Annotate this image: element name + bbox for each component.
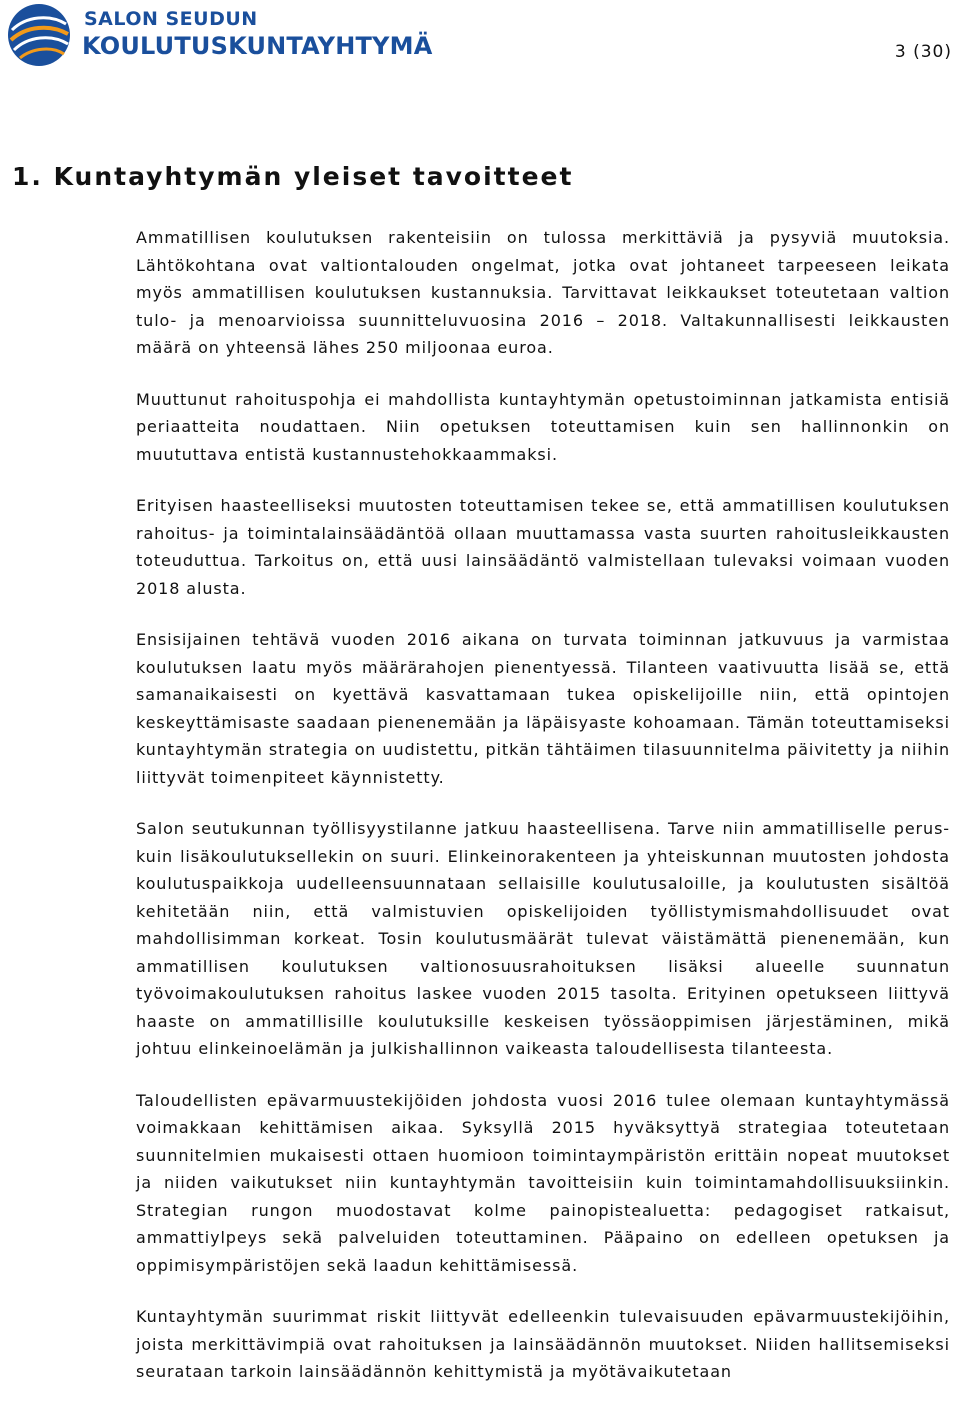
paragraph: Taloudellisten epävarmuustekijöiden johdosta vuosi 2016 tulee olemaan kuntayhtymässä voimakkaan kehittämisen aikaa. Syksyllä 2015 hyväksyttyä strategiaa toteutetaan suunnitelmien mukaisesti ottaen huomioon toimintaympäristön erittäin nopeat muutokset ja niiden vaikutukset niin kuntayhtymän tavoitteisiin kuin toimintamahdollisuuksiinkin. Strategian rungon muodostavat kolme painopistealuetta: pedagogiset ratkaisut, ammattiylpeys sekä palveluiden toteuttaminen. Pääpaino on edelleen opetuksen ja oppimisympäristöjen sekä laadun kehittämisessä. <box>136 1090 950 1275</box>
paragraph: Muuttunut rahoituspohja ei mahdollista kuntayhtymän opetustoiminnan jatkamista entisiä periaatteita noudattaen. Niin opetuksen toteuttamisen kuin sen hallinnonkin on muututtava entistä kustannustehokkaammaksi. <box>136 389 950 464</box>
paragraph: Ammatillisen koulutuksen rakenteisiin on tulossa merkittäviä ja pysyviä muutoksia. Lähtökohtana ovat valtiontalouden ongelmat, jotka ovat johtaneet tarpeeseen leikata myös ammatillisen koulutuksen kustannuksia. Tarvittavat leikkaukset toteutetaan valtion tulo- ja menoarvioissa suunnitteluvuosina 2016 – 2018. Valtakunnallisesti leikkausten määrä on yhteensä lähes 250 miljoonaa euroa. <box>136 228 950 357</box>
paragraph: Ensisijainen tehtävä vuoden 2016 aikana on turvata toiminnan jatkuvuus ja varmistaa koulutuksen laatu myös määrärahojen pienentyessä. Tilanteen vaativuutta lisää se, että samanaikaisesti on kyettävä kasvattamaan tukea opiskelijoille niin, että opintojen keskeyttämisaste saadaan pienenemään ja läpäisyaste kohoamaan. Tämän toteuttamiseksi kuntayhtymän strategia on uudistettu, pitkän tähtäimen tilasuunnitelma päivitetty ja niihin liittyvät toimenpiteet käynnistetty. <box>136 630 950 787</box>
paragraph: Salon seutukunnan työllisyystilanne jatkuu haasteellisena. Tarve niin ammatilliselle perus- kuin lisäkoulutuksellekin on suuri. Elinkeinorakenteen ja yhteiskunnan muutosten johdosta koulutuspaikkoja uudelleensuunnataan sellaisille koulutusaloille, ja koulutusten sisältöä kehitetään niin, että valmistuvien opiskelijoiden työllistymismahdollisuudet ovat mahdollisimman korkeat. Tosin koulutusmäärät tulevat väistämättä pienenemään, kun ammatillisen koulutuksen valtionosuusrahoituksen lisäksi alueelle suunnatun työvoimakoulutuksen rahoitus laskee vuoden 2015 tasolta. Erityinen opetukseen liittyvä haaste on ammatillisille koulutuksille keskeisen työssäoppimisen järjestäminen, mikä johtuu elinkeinoelämän ja julkishallinnon vaikeasta taloudellisesta tilanteesta. <box>136 819 950 1058</box>
logo-text-line2: KOULUTUSKUNTAYHTYMÄ <box>82 32 433 60</box>
logo-swirl-icon <box>6 2 72 68</box>
document-body <box>136 224 950 1410</box>
section-heading: 1. Kuntayhtymän yleiset tavoitteet <box>12 162 574 191</box>
logo-text-line1: SALON SEUDUN <box>84 8 258 30</box>
paragraph: Erityisen haasteelliseksi muutosten toteuttamisen tekee se, että ammatillisen koulutuksen rahoitus- ja toimintalainsäädäntöä ollaan muuttamassa vasta suurten rahoitusleikkausten toteuduttua. Tarkoitus on, että uusi lainsäädäntö valmistellaan tulevaksi voimaan vuoden 2018 alusta. <box>136 496 950 598</box>
organization-logo <box>6 2 456 68</box>
page-number: 3 (30) <box>894 42 952 62</box>
paragraph: Kuntayhtymän suurimmat riskit liittyvät edelleenkin tulevaisuuden epävarmuustekijöihin, joista merkittävimpiä ovat rahoituksen ja lainsäädännön muutokset. Niiden hallitsemiseksi seurataan tarkoin lainsäädännön kehittymistä ja myötävaikutetaan <box>136 1307 950 1381</box>
